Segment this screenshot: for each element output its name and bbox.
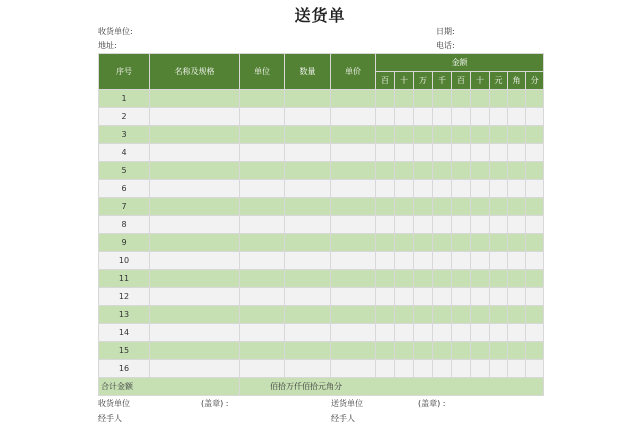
table-row xyxy=(99,144,544,162)
row-entry-cell[interactable] xyxy=(376,162,395,180)
row-entry-cell[interactable] xyxy=(433,288,452,306)
row-entry-cell[interactable] xyxy=(376,360,395,378)
col-seq-header: 序号 xyxy=(99,54,150,90)
row-seq-cell: 1 xyxy=(99,90,150,108)
row-entry-cell[interactable] xyxy=(526,108,544,126)
row-entry-cell[interactable] xyxy=(508,288,526,306)
row-entry-cell[interactable] xyxy=(452,90,471,108)
phone-label: 电话: xyxy=(436,41,455,50)
table-row xyxy=(99,180,544,198)
row-entry-cell[interactable] xyxy=(433,144,452,162)
row-entry-cell[interactable] xyxy=(240,216,285,234)
row-seq-cell: 3 xyxy=(99,126,150,144)
row-entry-cell[interactable] xyxy=(452,180,471,198)
row-entry-cell[interactable] xyxy=(414,324,433,342)
row-entry-cell[interactable] xyxy=(508,270,526,288)
row-entry-cell[interactable] xyxy=(452,162,471,180)
row-entry-cell[interactable] xyxy=(150,162,240,180)
table-row xyxy=(99,90,544,108)
row-seq-cell: 10 xyxy=(99,252,150,270)
table-row xyxy=(99,108,544,126)
row-entry-cell[interactable] xyxy=(452,126,471,144)
row-seq-cell: 13 xyxy=(99,306,150,324)
row-entry-cell[interactable] xyxy=(150,108,240,126)
row-entry-cell[interactable] xyxy=(471,126,490,144)
row-entry-cell[interactable] xyxy=(471,234,490,252)
row-entry-cell[interactable] xyxy=(285,342,331,360)
row-entry-cell[interactable] xyxy=(490,108,508,126)
row-entry-cell[interactable] xyxy=(150,90,240,108)
row-entry-cell[interactable] xyxy=(285,270,331,288)
row-entry-cell[interactable] xyxy=(471,198,490,216)
row-seq-cell: 4 xyxy=(99,144,150,162)
row-entry-cell[interactable] xyxy=(433,306,452,324)
row-entry-cell[interactable] xyxy=(490,216,508,234)
row-entry-cell[interactable] xyxy=(240,162,285,180)
row-entry-cell[interactable] xyxy=(376,252,395,270)
row-seq-cell: 6 xyxy=(99,180,150,198)
row-entry-cell[interactable] xyxy=(508,342,526,360)
row-entry-cell[interactable] xyxy=(150,144,240,162)
row-entry-cell[interactable] xyxy=(240,90,285,108)
row-entry-cell[interactable] xyxy=(471,162,490,180)
row-entry-cell[interactable] xyxy=(490,288,508,306)
date-label: 日期: xyxy=(436,27,455,36)
row-entry-cell[interactable] xyxy=(526,288,544,306)
row-entry-cell[interactable] xyxy=(331,162,376,180)
row-entry-cell[interactable] xyxy=(331,90,376,108)
row-entry-cell[interactable] xyxy=(452,108,471,126)
row-entry-cell[interactable] xyxy=(285,360,331,378)
row-entry-cell[interactable] xyxy=(150,126,240,144)
row-seq-cell: 9 xyxy=(99,234,150,252)
row-entry-cell[interactable] xyxy=(285,216,331,234)
amount-digit-header: 分 xyxy=(526,72,544,90)
row-entry-cell[interactable] xyxy=(433,108,452,126)
row-entry-cell[interactable] xyxy=(150,252,240,270)
row-entry-cell[interactable] xyxy=(376,198,395,216)
row-seq-cell: 11 xyxy=(99,270,150,288)
row-entry-cell[interactable] xyxy=(331,324,376,342)
row-entry-cell[interactable] xyxy=(452,198,471,216)
row-entry-cell[interactable] xyxy=(471,216,490,234)
row-entry-cell[interactable] xyxy=(240,252,285,270)
row-entry-cell[interactable] xyxy=(490,252,508,270)
row-entry-cell[interactable] xyxy=(414,252,433,270)
row-entry-cell[interactable] xyxy=(508,306,526,324)
row-entry-cell[interactable] xyxy=(490,180,508,198)
row-seq-cell: 16 xyxy=(99,360,150,378)
row-entry-cell[interactable] xyxy=(490,234,508,252)
row-entry-cell[interactable] xyxy=(433,324,452,342)
table-row xyxy=(99,306,544,324)
row-entry-cell[interactable] xyxy=(490,162,508,180)
row-seq-cell: 14 xyxy=(99,324,150,342)
row-entry-cell[interactable] xyxy=(395,162,414,180)
row-entry-cell[interactable] xyxy=(508,198,526,216)
row-entry-cell[interactable] xyxy=(285,234,331,252)
row-entry-cell[interactable] xyxy=(490,90,508,108)
receiver-label: 收货单位: xyxy=(98,27,133,36)
row-entry-cell[interactable] xyxy=(433,90,452,108)
row-entry-cell[interactable] xyxy=(285,252,331,270)
amount-digit-header: 角 xyxy=(508,72,526,90)
row-entry-cell[interactable] xyxy=(376,342,395,360)
row-entry-cell[interactable] xyxy=(452,360,471,378)
row-entry-cell[interactable] xyxy=(433,234,452,252)
row-entry-cell[interactable] xyxy=(526,342,544,360)
row-entry-cell[interactable] xyxy=(331,360,376,378)
row-entry-cell[interactable] xyxy=(150,342,240,360)
row-entry-cell[interactable] xyxy=(331,288,376,306)
row-entry-cell[interactable] xyxy=(395,360,414,378)
row-entry-cell[interactable] xyxy=(285,126,331,144)
row-entry-cell[interactable] xyxy=(471,252,490,270)
row-entry-cell[interactable] xyxy=(240,324,285,342)
row-entry-cell[interactable] xyxy=(240,360,285,378)
row-entry-cell[interactable] xyxy=(331,306,376,324)
amount-digit-header: 十 xyxy=(471,72,490,90)
row-entry-cell[interactable] xyxy=(433,216,452,234)
row-entry-cell[interactable] xyxy=(240,180,285,198)
row-entry-cell[interactable] xyxy=(471,144,490,162)
row-entry-cell[interactable] xyxy=(471,270,490,288)
row-entry-cell[interactable] xyxy=(395,324,414,342)
table-row xyxy=(99,216,544,234)
row-entry-cell[interactable] xyxy=(452,216,471,234)
row-entry-cell[interactable] xyxy=(490,324,508,342)
row-entry-cell[interactable] xyxy=(285,180,331,198)
amount-digit-header: 百 xyxy=(376,72,395,90)
col-name-header: 名称及规格 xyxy=(150,54,240,90)
document-title: 送货单 xyxy=(294,6,346,25)
row-entry-cell[interactable] xyxy=(508,360,526,378)
row-entry-cell[interactable] xyxy=(508,252,526,270)
row-entry-cell[interactable] xyxy=(508,324,526,342)
row-entry-cell[interactable] xyxy=(150,324,240,342)
row-entry-cell[interactable] xyxy=(395,126,414,144)
row-entry-cell[interactable] xyxy=(285,306,331,324)
row-entry-cell[interactable] xyxy=(414,342,433,360)
row-seq-cell: 5 xyxy=(99,162,150,180)
row-entry-cell[interactable] xyxy=(508,126,526,144)
row-entry-cell[interactable] xyxy=(508,180,526,198)
row-entry-cell[interactable] xyxy=(508,234,526,252)
row-entry-cell[interactable] xyxy=(526,198,544,216)
receiver-seal-label: (盖章) : xyxy=(201,399,229,408)
row-entry-cell[interactable] xyxy=(331,180,376,198)
row-entry-cell[interactable] xyxy=(452,306,471,324)
row-entry-cell[interactable] xyxy=(490,360,508,378)
amount-digit-header: 万 xyxy=(414,72,433,90)
total-row xyxy=(99,378,544,396)
table-row xyxy=(99,342,544,360)
row-entry-cell[interactable] xyxy=(433,162,452,180)
row-entry-cell[interactable] xyxy=(526,90,544,108)
row-entry-cell[interactable] xyxy=(150,306,240,324)
row-entry-cell[interactable] xyxy=(471,288,490,306)
row-entry-cell[interactable] xyxy=(508,162,526,180)
row-entry-cell[interactable] xyxy=(471,306,490,324)
row-entry-cell[interactable] xyxy=(414,198,433,216)
row-entry-cell[interactable] xyxy=(376,270,395,288)
row-entry-cell[interactable] xyxy=(526,306,544,324)
row-entry-cell[interactable] xyxy=(285,198,331,216)
row-entry-cell[interactable] xyxy=(414,126,433,144)
row-entry-cell[interactable] xyxy=(240,126,285,144)
row-entry-cell[interactable] xyxy=(452,324,471,342)
row-entry-cell[interactable] xyxy=(331,216,376,234)
row-entry-cell[interactable] xyxy=(331,198,376,216)
row-seq-cell: 2 xyxy=(99,108,150,126)
row-entry-cell[interactable] xyxy=(526,126,544,144)
col-qty-header: 数量 xyxy=(285,54,331,90)
row-entry-cell[interactable] xyxy=(526,324,544,342)
row-entry-cell[interactable] xyxy=(395,252,414,270)
row-entry-cell[interactable] xyxy=(376,216,395,234)
row-entry-cell[interactable] xyxy=(395,288,414,306)
row-entry-cell[interactable] xyxy=(331,252,376,270)
amount-digit-header: 十 xyxy=(395,72,414,90)
row-entry-cell[interactable] xyxy=(508,90,526,108)
row-entry-cell[interactable] xyxy=(376,324,395,342)
row-entry-cell[interactable] xyxy=(150,288,240,306)
row-entry-cell[interactable] xyxy=(471,180,490,198)
row-entry-cell[interactable] xyxy=(414,144,433,162)
row-entry-cell[interactable] xyxy=(150,270,240,288)
row-entry-cell[interactable] xyxy=(376,180,395,198)
row-entry-cell[interactable] xyxy=(240,108,285,126)
row-entry-cell[interactable] xyxy=(331,270,376,288)
row-entry-cell[interactable] xyxy=(452,342,471,360)
row-entry-cell[interactable] xyxy=(490,144,508,162)
row-entry-cell[interactable] xyxy=(285,288,331,306)
table-row xyxy=(99,252,544,270)
row-entry-cell[interactable] xyxy=(240,234,285,252)
row-entry-cell[interactable] xyxy=(433,252,452,270)
row-entry-cell[interactable] xyxy=(285,108,331,126)
row-entry-cell[interactable] xyxy=(331,342,376,360)
row-entry-cell[interactable] xyxy=(395,108,414,126)
row-entry-cell[interactable] xyxy=(376,288,395,306)
row-entry-cell[interactable] xyxy=(471,108,490,126)
row-entry-cell[interactable] xyxy=(452,270,471,288)
col-unit-header: 单位 xyxy=(240,54,285,90)
table-row xyxy=(99,360,544,378)
row-entry-cell[interactable] xyxy=(376,306,395,324)
row-entry-cell[interactable] xyxy=(490,198,508,216)
row-entry-cell[interactable] xyxy=(471,360,490,378)
total-label: 合计金额 xyxy=(99,378,240,396)
row-entry-cell[interactable] xyxy=(490,270,508,288)
row-entry-cell[interactable] xyxy=(471,90,490,108)
row-entry-cell[interactable] xyxy=(376,234,395,252)
row-entry-cell[interactable] xyxy=(240,144,285,162)
row-entry-cell[interactable] xyxy=(240,270,285,288)
row-seq-cell: 7 xyxy=(99,198,150,216)
row-entry-cell[interactable] xyxy=(285,144,331,162)
row-entry-cell[interactable] xyxy=(414,288,433,306)
amount-digit-header: 元 xyxy=(490,72,508,90)
row-entry-cell[interactable] xyxy=(526,360,544,378)
row-entry-cell[interactable] xyxy=(414,90,433,108)
row-entry-cell[interactable] xyxy=(376,108,395,126)
row-entry-cell[interactable] xyxy=(414,162,433,180)
row-entry-cell[interactable] xyxy=(240,288,285,306)
row-entry-cell[interactable] xyxy=(433,360,452,378)
amount-digit-header: 千 xyxy=(433,72,452,90)
table-row xyxy=(99,288,544,306)
col-amount-header: 金额 xyxy=(376,54,544,72)
row-entry-cell[interactable] xyxy=(526,216,544,234)
row-seq-cell: 12 xyxy=(99,288,150,306)
row-entry-cell[interactable] xyxy=(414,108,433,126)
row-entry-cell[interactable] xyxy=(433,126,452,144)
row-entry-cell[interactable] xyxy=(452,252,471,270)
row-entry-cell[interactable] xyxy=(395,234,414,252)
row-entry-cell[interactable] xyxy=(331,234,376,252)
row-entry-cell[interactable] xyxy=(240,342,285,360)
table-row xyxy=(99,270,544,288)
sender-unit-label: 送货单位 xyxy=(331,399,363,408)
row-entry-cell[interactable] xyxy=(395,198,414,216)
row-entry-cell[interactable] xyxy=(414,234,433,252)
row-entry-cell[interactable] xyxy=(490,306,508,324)
row-entry-cell[interactable] xyxy=(526,234,544,252)
row-entry-cell[interactable] xyxy=(395,180,414,198)
row-entry-cell[interactable] xyxy=(526,180,544,198)
table-row xyxy=(99,198,544,216)
row-entry-cell[interactable] xyxy=(433,180,452,198)
table-header-row xyxy=(99,54,544,72)
row-entry-cell[interactable] xyxy=(285,324,331,342)
row-entry-cell[interactable] xyxy=(452,234,471,252)
row-seq-cell: 8 xyxy=(99,216,150,234)
row-entry-cell[interactable] xyxy=(433,270,452,288)
row-entry-cell[interactable] xyxy=(490,126,508,144)
receiver-unit-label: 收货单位 xyxy=(98,399,130,408)
row-entry-cell[interactable] xyxy=(490,342,508,360)
address-label: 地址: xyxy=(98,41,117,50)
row-entry-cell[interactable] xyxy=(526,162,544,180)
row-entry-cell[interactable] xyxy=(150,360,240,378)
col-price-header: 单价 xyxy=(331,54,376,90)
row-entry-cell[interactable] xyxy=(240,306,285,324)
row-entry-cell[interactable] xyxy=(471,342,490,360)
row-entry-cell[interactable] xyxy=(376,144,395,162)
row-seq-cell: 15 xyxy=(99,342,150,360)
row-entry-cell[interactable] xyxy=(508,216,526,234)
row-entry-cell[interactable] xyxy=(395,342,414,360)
row-entry-cell[interactable] xyxy=(433,342,452,360)
table-row xyxy=(99,162,544,180)
table-row xyxy=(99,324,544,342)
sender-seal-label: (盖章) : xyxy=(418,399,446,408)
handler-right-label: 经手人 xyxy=(331,414,355,423)
delivery-table xyxy=(98,53,544,396)
row-entry-cell[interactable] xyxy=(414,306,433,324)
row-entry-cell[interactable] xyxy=(414,216,433,234)
row-entry-cell[interactable] xyxy=(452,288,471,306)
row-entry-cell[interactable] xyxy=(508,144,526,162)
row-entry-cell[interactable] xyxy=(331,144,376,162)
row-entry-cell[interactable] xyxy=(395,306,414,324)
row-entry-cell[interactable] xyxy=(150,216,240,234)
row-entry-cell[interactable] xyxy=(414,270,433,288)
row-entry-cell[interactable] xyxy=(508,108,526,126)
amount-digit-header: 百 xyxy=(452,72,471,90)
row-entry-cell[interactable] xyxy=(526,144,544,162)
row-entry-cell[interactable] xyxy=(150,198,240,216)
row-entry-cell[interactable] xyxy=(395,90,414,108)
row-entry-cell[interactable] xyxy=(526,252,544,270)
row-entry-cell[interactable] xyxy=(331,108,376,126)
row-entry-cell[interactable] xyxy=(150,234,240,252)
row-entry-cell[interactable] xyxy=(150,180,240,198)
total-units-cell xyxy=(240,378,544,396)
row-entry-cell[interactable] xyxy=(395,216,414,234)
table-row xyxy=(99,234,544,252)
row-entry-cell[interactable] xyxy=(331,126,376,144)
row-entry-cell[interactable] xyxy=(526,270,544,288)
total-units: 佰拾万仟佰拾元角分 xyxy=(270,382,342,391)
row-entry-cell[interactable] xyxy=(414,360,433,378)
table-row xyxy=(99,126,544,144)
row-entry-cell[interactable] xyxy=(433,198,452,216)
row-entry-cell[interactable] xyxy=(285,90,331,108)
row-entry-cell[interactable] xyxy=(376,90,395,108)
row-entry-cell[interactable] xyxy=(395,144,414,162)
row-entry-cell[interactable] xyxy=(414,180,433,198)
row-entry-cell[interactable] xyxy=(376,126,395,144)
row-entry-cell[interactable] xyxy=(452,144,471,162)
row-entry-cell[interactable] xyxy=(395,270,414,288)
row-entry-cell[interactable] xyxy=(471,324,490,342)
row-entry-cell[interactable] xyxy=(240,198,285,216)
row-entry-cell[interactable] xyxy=(285,162,331,180)
handler-left-label: 经手人 xyxy=(98,414,122,423)
